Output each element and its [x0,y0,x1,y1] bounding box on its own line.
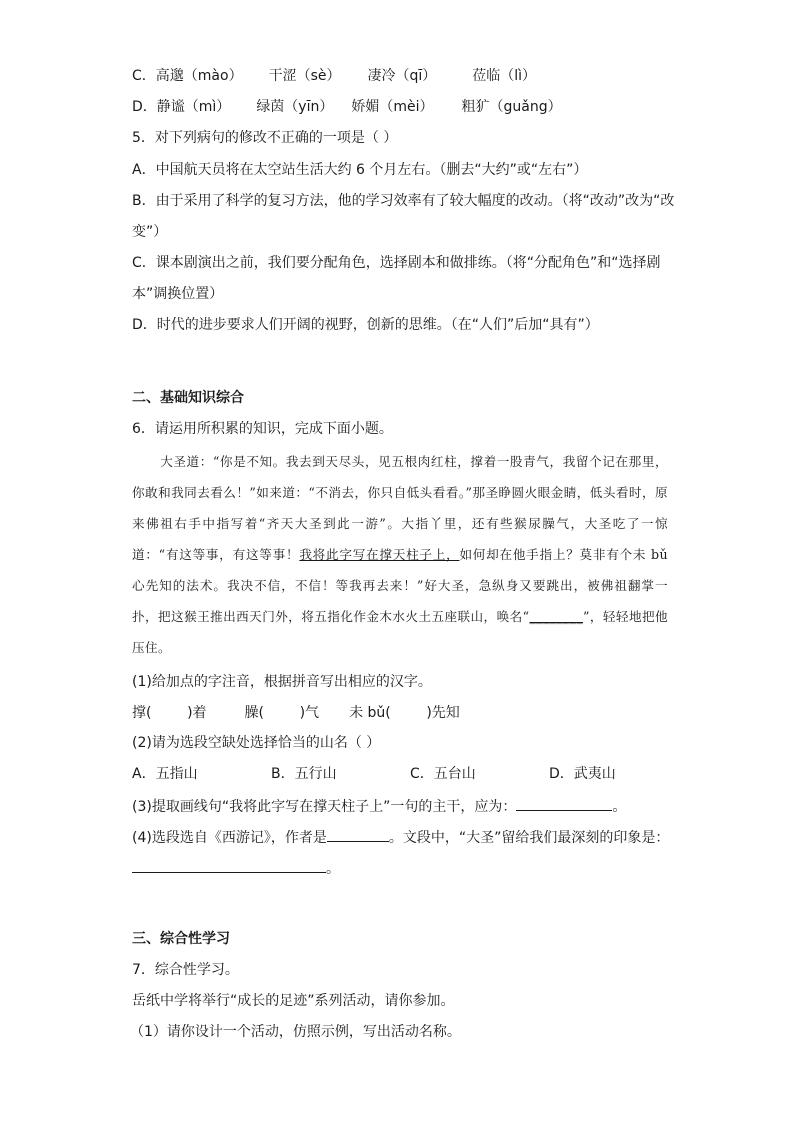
option-word: 干涩（sè） [268,68,341,84]
q5-option-c-line2: 本”调换位置） [132,286,224,302]
underlined-sentence: 我将此字写在撑天柱子上， [299,547,460,562]
sub1-item: 臊( )气 [244,705,320,721]
sub4-text: 。文段中，“大圣”留给我们最深刻的印象是： [388,830,670,846]
sub1-item: 未 bǔ( )先知 [349,705,460,721]
q6-sub2: (2)请为选段空缺处选择恰当的山名（ ） [132,735,381,751]
option-word: 绿茵（yīn） [256,99,334,115]
answer-blank[interactable] [327,826,389,842]
q6-passage [132,446,668,663]
option-label: D． [132,99,157,115]
sub1-item: 撑( )着 [132,705,207,721]
q5-stem: 5．对下列病句的修改不正确的一项是（ ） [132,130,398,146]
sub2-option: A．五指山 [132,766,198,782]
sub4-end: 。 [326,861,340,877]
q6-sub4 [132,826,669,848]
sub2-option: D．武夷山 [549,766,616,782]
section-heading: 三、综合性学习 [132,931,230,947]
q5-option-b-line1: B．由于采用了科学的复习方法，他的学习效率有了较大幅度的改动。（将“改动”改为“改 [132,193,675,209]
q5-option-c-line1: C．课本剧演出之前，我们要分配角色，选择剧本和做排练。（将“分配角色”和“选择剧 [132,255,661,271]
option-word: 高邈（mào） [155,68,243,84]
passage-text: 大圣道：“你是不知。我去到天尽头，见五根肉红柱，撑着一股青气，我留个记在那里，你敢和我同去看么！”如来道：“不消去，你只自低头看看。”那圣睁圆火眼金睛，低头看时，原来佛祖右手中指写着“齐天大圣到此一游”。大指丫里，还有些猴尿臊气，大圣吃了一惊道：“有这等事，有这等事！ [132,454,668,562]
q7-stem: 7．综合性学习。 [132,962,239,978]
option-label: C． [132,68,156,84]
sub2-option: B．五行山 [271,766,337,782]
section-heading: 二、基础知识综合 [132,390,244,406]
q5-option-a: A．中国航天员将在太空站生活大约 6 个月左右。（删去“大约”或“左右”） [132,162,588,178]
sub2-option: C．五台山 [410,766,476,782]
option-word: 莅临（lì） [472,68,537,84]
q7-intro: 岳纸中学将举行“成长的足迹”系列活动，请你参加。 [132,993,455,1009]
passage-text: 如何却在他手指上？莫非有个未 bǔ 心先知的法术。我决不信，不信！等我再去来！”好大圣，急纵身又要跳出，被佛祖翻掌一扑，把这猴王推出西天门外，将五指化作金木水火土五座联山，唤名“ [132,547,668,624]
option-word: 凄冷（qī） [367,68,437,84]
sub3-text: (3)提取画线句“我将此字写在撑天柱子上”一句的主干，应为： [132,799,517,815]
q6-sub1: (1)给加点的字注音，根据拼音写出相应的汉字。 [132,674,432,690]
sub4-text: (4)选段选自《西游记》，作者是 [132,830,327,846]
q6-stem: 6．请运用所积累的知识，完成下面小题。 [132,421,393,437]
option-word: 静谧（mì） [156,99,231,115]
passage-text: ”，轻轻地把他压住。 [132,609,668,655]
q6-sub1-items [132,703,460,723]
q6-sub2-options [132,764,616,784]
q5-option-d: D．时代的进步要求人们开阔的视野，创新的思维。（在“人们”后加“具有”） [132,317,599,333]
passage-blank: ________ [529,609,584,624]
answer-blank[interactable] [516,795,612,811]
sub3-end: 。 [612,799,627,815]
q5-option-b-line2: 变”） [132,224,168,240]
answer-blank[interactable] [132,857,326,873]
option-word: 粗犷（guǎng） [461,99,562,115]
option-word: 娇媚（mèi） [351,99,434,115]
q7-sub1: （1）请你设计一个活动，仿照示例，写出活动名称。 [130,1024,461,1040]
q4-option-c [132,66,536,86]
q6-sub4-line2 [132,857,340,879]
q4-option-d [132,97,562,117]
q6-sub3 [132,795,626,817]
